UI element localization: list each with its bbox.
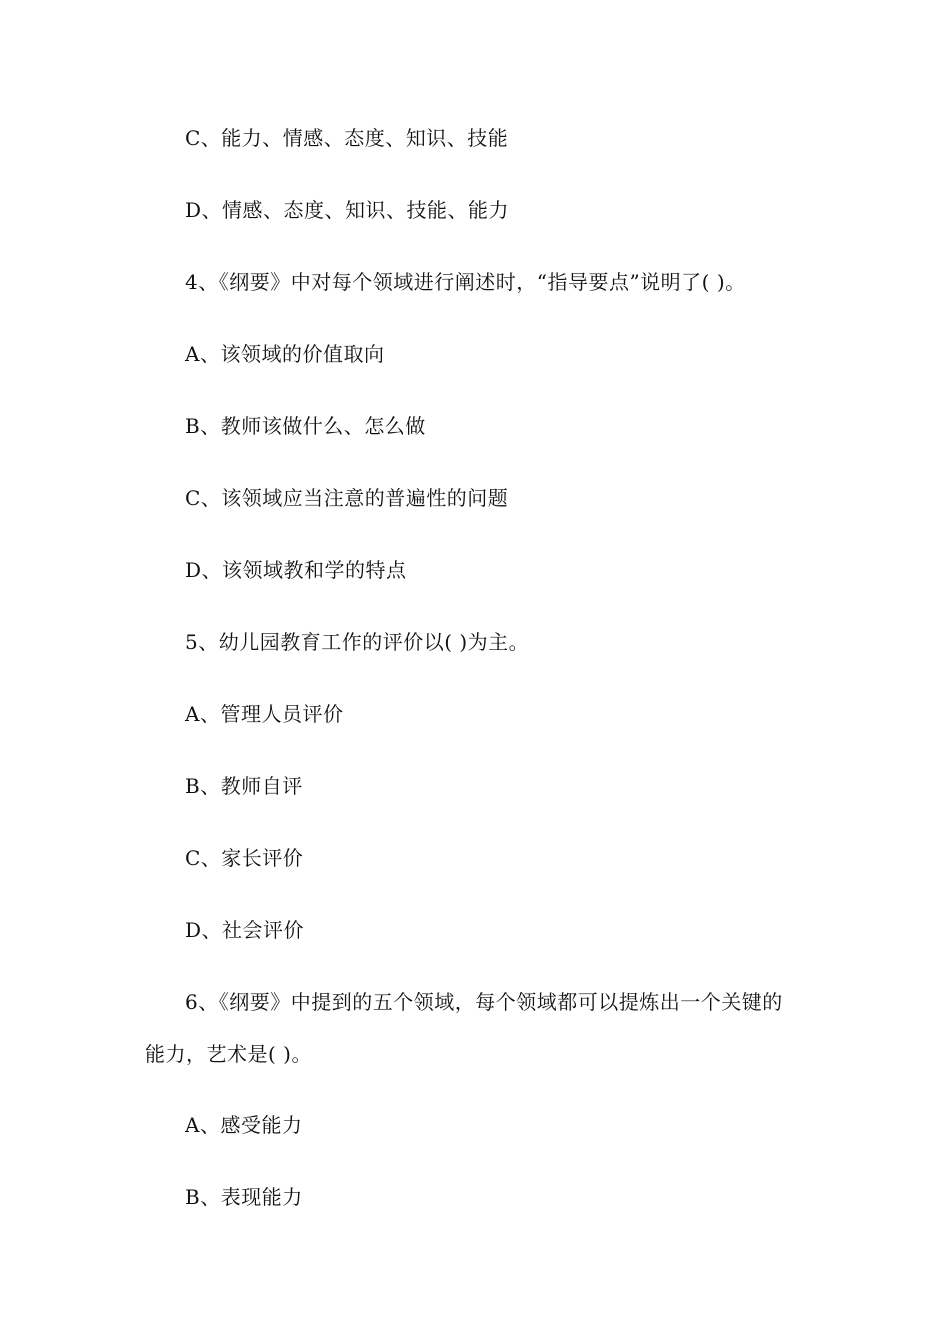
option-5c: C、家长评价: [185, 846, 304, 870]
question-6-line-1: 6、《纲要》中提到的五个领域，每个领域都可以提炼出一个关键的: [185, 990, 783, 1014]
option-6b: B、表现能力: [185, 1185, 303, 1209]
option-3d: D、情感、态度、知识、技能、能力: [185, 198, 510, 222]
option-5d: D、社会评价: [185, 918, 305, 942]
question-5: 5、幼儿园教育工作的评价以( )为主。: [185, 630, 530, 654]
option-3c: C、能力、情感、态度、知识、技能: [185, 126, 509, 150]
option-5b: B、教师自评: [185, 774, 303, 798]
option-6a: A、感受能力: [185, 1113, 303, 1137]
option-5a: A、管理人员评价: [185, 702, 344, 726]
question-4: 4、《纲要》中对每个领域进行阐述时，“指导要点”说明了( )。: [185, 270, 746, 294]
option-4d: D、该领域教和学的特点: [185, 558, 407, 582]
option-4a: A、该领域的价值取向: [185, 342, 385, 366]
option-4b: B、教师该做什么、怎么做: [185, 414, 426, 438]
option-4c: C、该领域应当注意的普遍性的问题: [185, 486, 509, 510]
question-6-line-2: 能力，艺术是( )。: [145, 1042, 312, 1066]
